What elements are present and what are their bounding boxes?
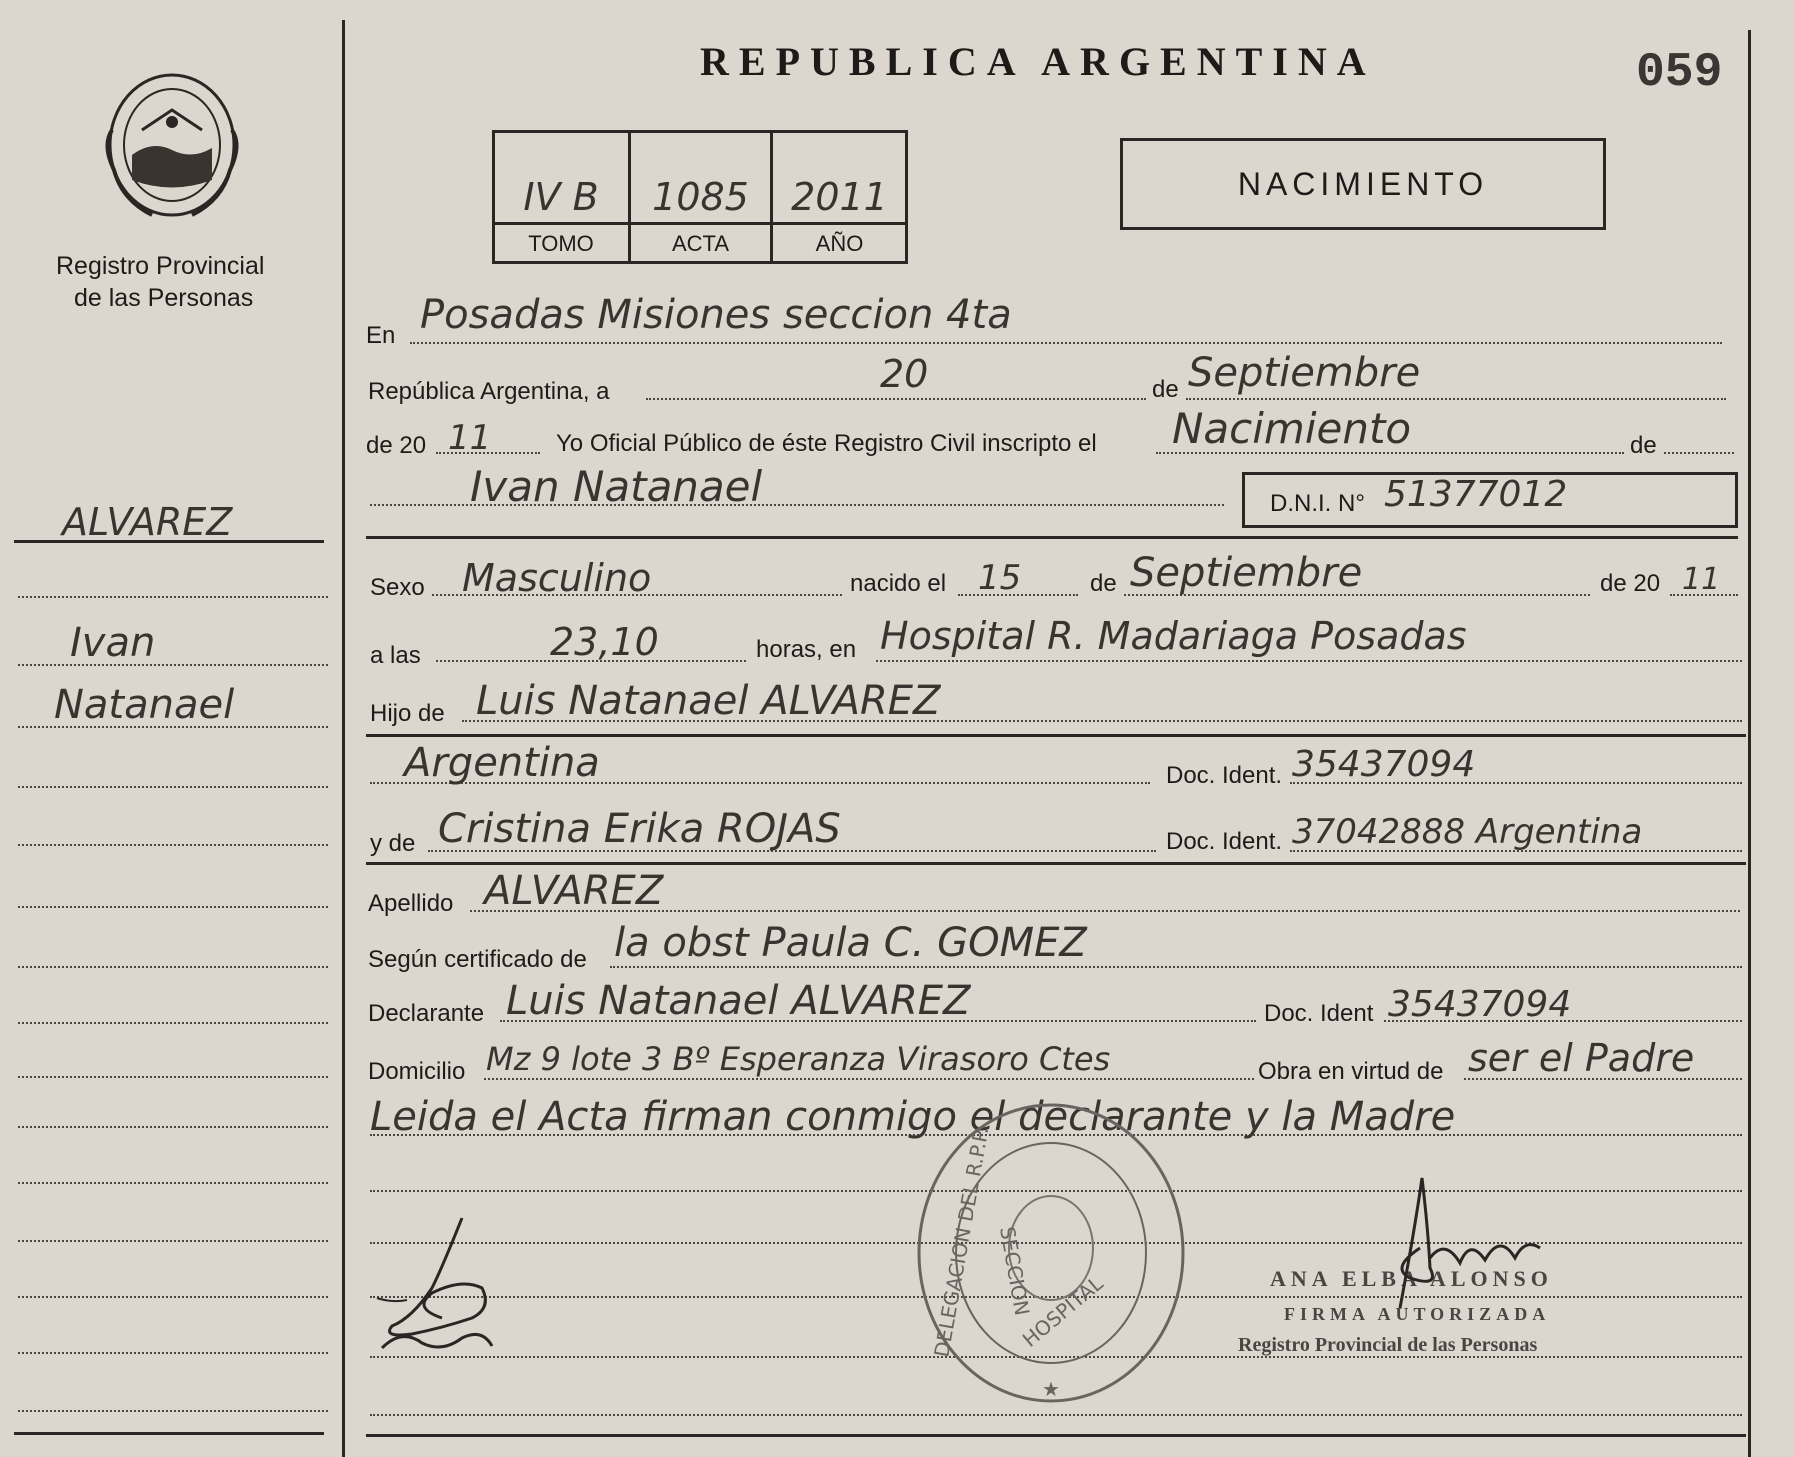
- margin-line: [18, 966, 328, 968]
- obra-label: Obra en virtud de: [1258, 1058, 1444, 1085]
- margin-line: [18, 1296, 328, 1298]
- margin-line: [18, 1182, 328, 1184]
- margin-line: [18, 906, 328, 908]
- margin-line: [18, 726, 328, 728]
- margin-line: [18, 844, 328, 846]
- right-vertical-rule: [1748, 30, 1751, 1457]
- day-value: 20: [880, 352, 929, 396]
- sexo-label: Sexo: [370, 574, 425, 601]
- margin-line: [18, 1410, 328, 1412]
- anio-value: 2011: [791, 175, 888, 219]
- org-name-line1: Registro Provincial: [56, 252, 265, 280]
- acta-label: ACTA: [671, 231, 730, 256]
- domicilio-label: Domicilio: [368, 1058, 466, 1085]
- segun-value: la obst Paula C. GOMEZ: [614, 920, 1087, 966]
- margin-line: [18, 1126, 328, 1128]
- y-de-label: y de: [370, 830, 416, 857]
- domicilio-value: Mz 9 lote 3 Bº Esperanza Virasoro Ctes: [486, 1040, 1111, 1078]
- madre-value: Cristina Erika ROJAS: [438, 806, 841, 852]
- padre-value: Luis Natanael ALVAREZ: [476, 678, 941, 724]
- leida-value: Leida el Acta firman conmigo el declarante y la Madre: [370, 1094, 1456, 1140]
- en-label: En: [366, 322, 396, 349]
- margin-surname: ALVAREZ: [62, 500, 233, 544]
- margin-given2: Natanael: [54, 682, 235, 728]
- apellido-value: ALVAREZ: [484, 868, 664, 914]
- country-title: REPUBLICA ARGENTINA: [700, 39, 1376, 84]
- horas-en-label: horas, en: [756, 636, 857, 663]
- segun-label: Según certificado de: [368, 946, 587, 973]
- nacido-label: nacido el: [850, 570, 947, 597]
- nacido-month: Septiembre: [1130, 550, 1363, 596]
- de-label-2: de: [1630, 432, 1657, 459]
- margin-given1: Ivan: [70, 620, 156, 666]
- margin-line: [18, 664, 328, 666]
- doc-type-title: NACIMIENTO: [1237, 165, 1489, 202]
- apellido-label: Apellido: [368, 890, 454, 917]
- margin-line: [18, 1240, 328, 1242]
- de-label: de: [1152, 376, 1179, 403]
- obra-value: ser el Padre: [1468, 1036, 1695, 1080]
- anio-label: AÑO: [815, 231, 864, 256]
- margin-line: [18, 596, 328, 598]
- margin-line: [18, 1352, 328, 1354]
- official-stamp-line1: ANA ELBA ALONSO: [1270, 1266, 1553, 1291]
- de20-label: de 20: [366, 432, 427, 459]
- hijo-label: Hijo de: [370, 700, 445, 727]
- margin-line: [18, 1022, 328, 1024]
- de20-label-2: de 20: [1600, 570, 1661, 597]
- dni-label: D.N.I. N°: [1270, 490, 1365, 517]
- declarante-label: Declarante: [368, 1000, 485, 1027]
- acta-value: 1085: [652, 175, 749, 219]
- svg-text:★: ★: [1042, 1379, 1060, 1401]
- official-stamp-line2: FIRMA AUTORIZADA: [1284, 1304, 1551, 1324]
- padre-nacionalidad: Argentina: [404, 740, 600, 786]
- nacido-year: 11: [1682, 562, 1721, 597]
- de-label-3: de: [1090, 570, 1117, 597]
- declarant-signature: [372, 1208, 522, 1358]
- official-signature: [1350, 1168, 1550, 1318]
- sexo-value: Masculino: [462, 556, 652, 600]
- doc-ident-label-3: Doc. Ident: [1264, 1000, 1374, 1027]
- inscripto-value: Nacimiento: [1172, 404, 1412, 453]
- margin-rule: [14, 1432, 324, 1435]
- stamp-text-2: SECCION: [995, 1224, 1035, 1318]
- hora-value: 23,10: [550, 620, 659, 664]
- org-name-line2: de las Personas: [74, 284, 254, 312]
- left-vertical-rule: [342, 20, 345, 1457]
- doc-ident-label: Doc. Ident.: [1166, 762, 1283, 789]
- margin-line: [18, 1076, 328, 1078]
- a-las-label: a las: [370, 642, 421, 669]
- declarante-value: Luis Natanael ALVAREZ: [506, 978, 971, 1024]
- nacido-day: 15: [978, 558, 1022, 598]
- doc-ident-label-2: Doc. Ident.: [1166, 828, 1283, 855]
- margin-rule: [14, 540, 324, 543]
- page-number: 059: [1636, 46, 1723, 100]
- margin-line: [18, 786, 328, 788]
- republica-label: República Argentina, a: [368, 378, 610, 405]
- en-value: Posadas Misiones seccion 4ta: [420, 292, 1012, 338]
- official-stamp-line3: Registro Provincial de las Personas: [1238, 1334, 1538, 1356]
- madre-doc: 37042888 Argentina: [1292, 812, 1643, 852]
- name-value: Ivan Natanael: [470, 462, 763, 511]
- dni-value: 51377012: [1384, 474, 1568, 515]
- year-value: 11: [448, 418, 492, 458]
- oficial-label: Yo Oficial Público de éste Registro Civil inscripto el: [556, 430, 1097, 457]
- tomo-label: TOMO: [528, 231, 594, 256]
- stamp-text-1: DELEGACION DEL R.P.P.: [929, 1124, 994, 1359]
- padre-doc: 35437094: [1292, 744, 1476, 785]
- month-value: Septiembre: [1188, 350, 1421, 396]
- stamp-text-3: HOSPITAL: [1017, 1271, 1108, 1352]
- provincial-seal-logo: [92, 60, 252, 230]
- lugar-value: Hospital R. Madariaga Posadas: [880, 614, 1467, 658]
- declarante-doc: 35437094: [1388, 984, 1572, 1025]
- round-delegation-stamp: [910, 1098, 1192, 1408]
- doc-type-box: [1120, 138, 1606, 230]
- tomo-value: IV B: [523, 175, 599, 219]
